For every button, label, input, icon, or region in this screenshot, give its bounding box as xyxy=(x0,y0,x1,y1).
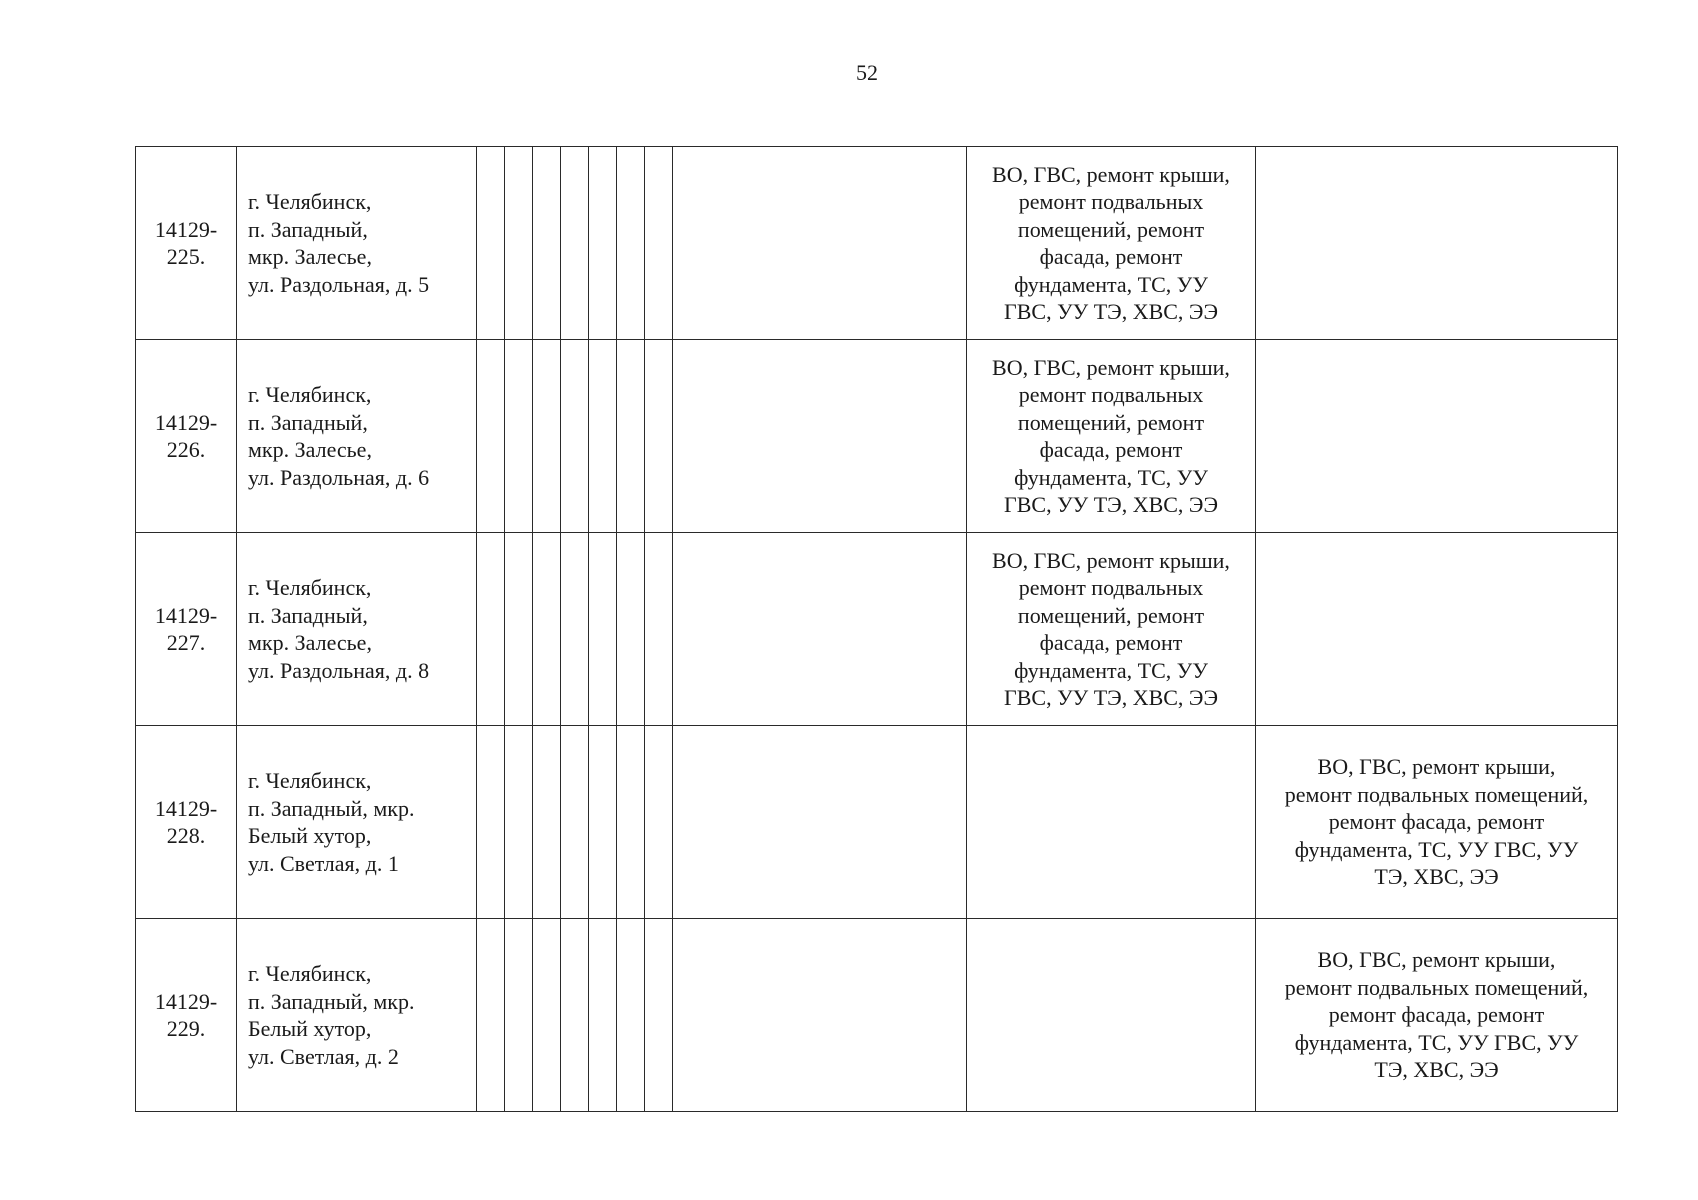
table-row xyxy=(136,919,1618,1112)
address-cell: г. Челябинск, п. Западный, мкр. Залесье, ул. Раздольная, д. 8 xyxy=(237,533,477,726)
row-number-cell: 14129- 228. xyxy=(136,726,237,919)
narrow-empty-cell xyxy=(505,919,533,1112)
address-cell: г. Челябинск, п. Западный, мкр. Белый хутор, ул. Светлая, д. 1 xyxy=(237,726,477,919)
row-number-cell: 14129- 227. xyxy=(136,533,237,726)
narrow-empty-cell xyxy=(645,919,673,1112)
narrow-empty-cell xyxy=(477,147,505,340)
wide-empty-cell xyxy=(673,919,967,1112)
narrow-empty-cell xyxy=(589,726,617,919)
address-cell: г. Челябинск, п. Западный, мкр. Белый хутор, ул. Светлая, д. 2 xyxy=(237,919,477,1112)
table-row xyxy=(136,340,1618,533)
narrow-empty-cell xyxy=(589,340,617,533)
narrow-empty-cell xyxy=(505,147,533,340)
works-list-cell: ВО, ГВС, ремонт крыши, ремонт подвальных помещений, ремонт фасада, ремонт фундамента, ТС, УУ ГВС, УУ ТЭ, ХВС, ЭЭ xyxy=(967,147,1256,340)
narrow-empty-cell xyxy=(505,340,533,533)
works-list-cell: ВО, ГВС, ремонт крыши, ремонт подвальных помещений, ремонт фасада, ремонт фундамента, ТС, УУ ГВС, УУ ТЭ, ХВС, ЭЭ xyxy=(967,340,1256,533)
narrow-empty-cell xyxy=(561,726,589,919)
narrow-empty-cell xyxy=(617,726,645,919)
narrow-empty-cell xyxy=(617,147,645,340)
narrow-empty-cell xyxy=(505,533,533,726)
works-list-wide-cell xyxy=(1256,340,1618,533)
narrow-empty-cell xyxy=(561,533,589,726)
narrow-empty-cell xyxy=(561,919,589,1112)
table-body xyxy=(136,147,1618,1112)
works-list-wide-cell: ВО, ГВС, ремонт крыши, ремонт подвальных помещений, ремонт фасада, ремонт фундамента, ТС, УУ ГВС, УУ ТЭ, ХВС, ЭЭ xyxy=(1256,919,1618,1112)
works-list-wide-cell xyxy=(1256,533,1618,726)
row-number-cell: 14129- 225. xyxy=(136,147,237,340)
narrow-empty-cell xyxy=(533,533,561,726)
narrow-empty-cell xyxy=(617,533,645,726)
address-cell: г. Челябинск, п. Западный, мкр. Залесье, ул. Раздольная, д. 6 xyxy=(237,340,477,533)
row-number-cell: 14129- 229. xyxy=(136,919,237,1112)
narrow-empty-cell xyxy=(477,340,505,533)
works-list-cell: ВО, ГВС, ремонт крыши, ремонт подвальных помещений, ремонт фасада, ремонт фундамента, ТС, УУ ГВС, УУ ТЭ, ХВС, ЭЭ xyxy=(967,533,1256,726)
narrow-empty-cell xyxy=(533,919,561,1112)
narrow-empty-cell xyxy=(645,340,673,533)
wide-empty-cell xyxy=(673,340,967,533)
narrow-empty-cell xyxy=(561,340,589,533)
narrow-empty-cell xyxy=(505,726,533,919)
narrow-empty-cell xyxy=(617,340,645,533)
narrow-empty-cell xyxy=(477,726,505,919)
table-row xyxy=(136,147,1618,340)
works-list-cell xyxy=(967,726,1256,919)
narrow-empty-cell xyxy=(533,340,561,533)
narrow-empty-cell xyxy=(645,147,673,340)
wide-empty-cell xyxy=(673,726,967,919)
narrow-empty-cell xyxy=(477,533,505,726)
narrow-empty-cell xyxy=(533,726,561,919)
table-row xyxy=(136,533,1618,726)
wide-empty-cell xyxy=(673,147,967,340)
narrow-empty-cell xyxy=(645,533,673,726)
works-list-cell xyxy=(967,919,1256,1112)
narrow-empty-cell xyxy=(477,919,505,1112)
narrow-empty-cell xyxy=(589,147,617,340)
works-list-wide-cell: ВО, ГВС, ремонт крыши, ремонт подвальных помещений, ремонт фасада, ремонт фундамента, ТС, УУ ГВС, УУ ТЭ, ХВС, ЭЭ xyxy=(1256,726,1618,919)
row-number-cell: 14129- 226. xyxy=(136,340,237,533)
wide-empty-cell xyxy=(673,533,967,726)
narrow-empty-cell xyxy=(589,533,617,726)
narrow-empty-cell xyxy=(533,147,561,340)
narrow-empty-cell xyxy=(617,919,645,1112)
works-list-wide-cell xyxy=(1256,147,1618,340)
narrow-empty-cell xyxy=(645,726,673,919)
repair-schedule-table xyxy=(135,146,1618,1112)
narrow-empty-cell xyxy=(561,147,589,340)
address-cell: г. Челябинск, п. Западный, мкр. Залесье, ул. Раздольная, д. 5 xyxy=(237,147,477,340)
table-row xyxy=(136,726,1618,919)
page-number: 52 xyxy=(856,60,878,85)
narrow-empty-cell xyxy=(589,919,617,1112)
